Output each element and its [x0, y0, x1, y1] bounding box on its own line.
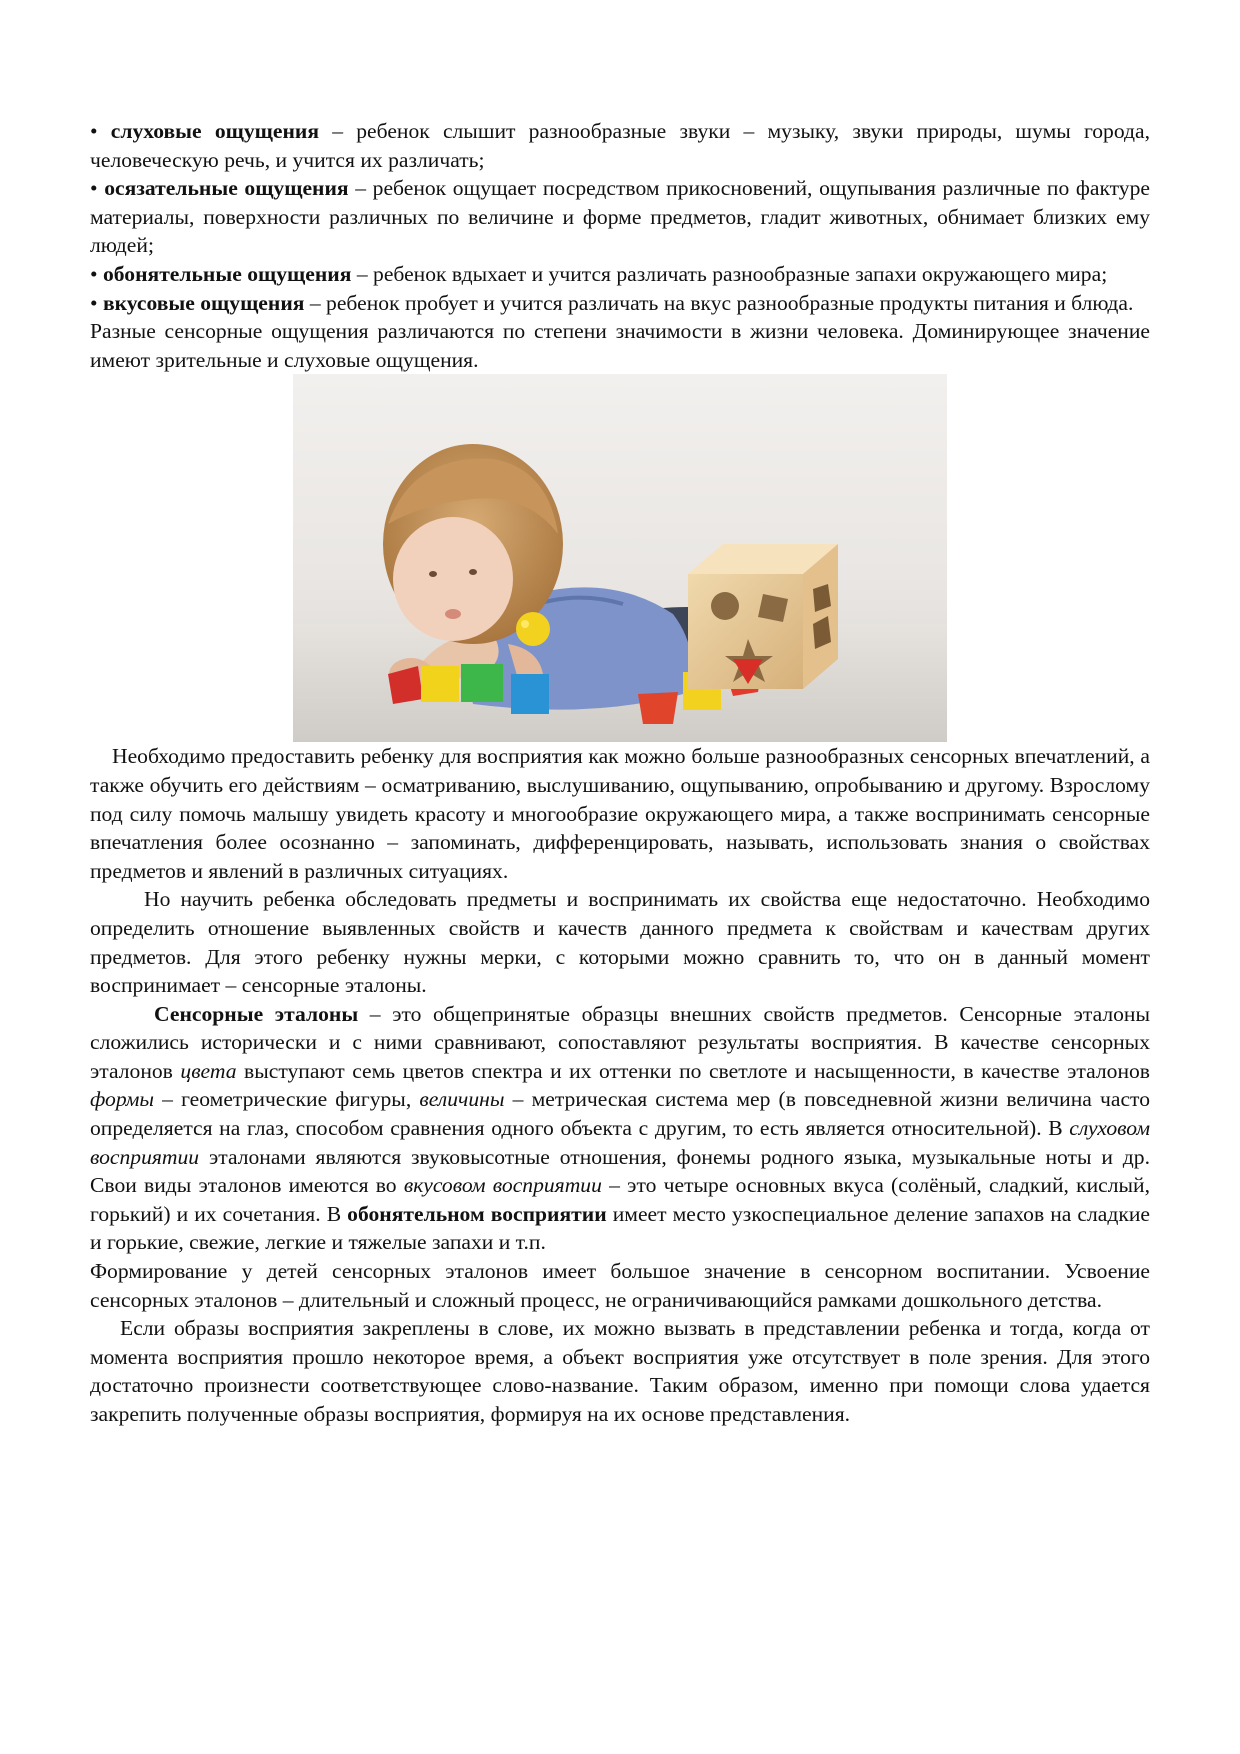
bullet-term: вкусовые ощущения	[102, 290, 305, 315]
bullet-item-touch	[90, 174, 1150, 260]
bullet-mark: •	[90, 261, 98, 286]
bullet-text: – ребенок вдыхает и учится различать разнообразные запахи окружающего мира;	[351, 261, 1108, 286]
child-playing-with-shape-sorter-photo-icon	[293, 374, 947, 742]
emphasis-auditory: слуховом восприятии	[90, 1116, 1150, 1169]
emphasis-taste: вкусовом восприятии	[403, 1173, 602, 1198]
paragraph-perception-and-word: Если образы восприятия закреплены в слове, их можно вызвать в представлении ребенка и тогда, когда от момента восприятия прошло некоторое время, а объект восприятия уже отсутствует в поле зрения. Для этого достаточно произнести соответствующее слово-название. Таким образом, именно при помощи слова удается закрепить полученные образы восприятия, формируя на их основе представления.	[90, 1316, 1150, 1426]
text-fragment: выступают семь цветов спектра и их оттенки по светлоте и насыщенности, в качестве эталонов	[236, 1058, 1151, 1083]
bullet-mark: •	[90, 119, 98, 143]
child-playing-photo	[293, 374, 947, 742]
intro-paragraph: Разные сенсорные ощущения различаются по степени значимости в жизни человека. Доминирующее значение имеют зрительные и слуховые ощущения.	[90, 319, 1150, 372]
bullet-item-hearing	[90, 117, 1150, 174]
paragraph-sensory-standards-definition	[90, 1000, 1150, 1257]
text-fragment: имеет место узкоспециальное деление запахов на сладкие и горькие, свежие, легкие и тяжелые запахи и т.п.	[90, 1201, 1150, 1255]
term-sensory-standards: Сенсорные эталоны	[154, 1001, 359, 1026]
text-fragment: – геометрические фигуры,	[153, 1087, 420, 1112]
text-fragment: – это четыре основных вкуса (солёный, сладкий, кислый, горький) и их сочетания. В	[90, 1173, 1151, 1226]
bullet-text: – ребенок ощущает посредством прикосновений, ощупывания различные по фактуре материалы, поверхности различных по величине и форме предметов, гладит животных, обнимает близких ему людей;	[90, 176, 1150, 258]
emphasis-size: величины	[419, 1087, 505, 1112]
text-fragment: – метрическая система мер (в повседневной жизни величина часто определяется на глаз, способом сравнения одного объекта с другим, то есть является относительной). В	[90, 1087, 1151, 1141]
paragraph-sensory-impressions: Необходимо предоставить ребенку для восприятия как можно больше разнообразных сенсорных впечатлений, а также обучить его действиям – осматриванию, выслушиванию, ощупыванию, опробыванию и другому. Взрослому под силу помочь малышу увидеть красоту и многообразие окружающего мира, а также воспринимать сенсорные впечатления более осознанно – запоминать, дифференцировать, называть, использовать знания о свойствах предметов и явлений в различных ситуациях.	[90, 744, 1150, 883]
text-fragment: эталонами являются звуковысотные отношения, фонемы родного языка, музыкальные ноты и др. Свои виды эталонов имеются во	[90, 1144, 1150, 1198]
emphasis-form: формы	[90, 1087, 154, 1112]
bullet-term: слуховые ощущения	[110, 119, 320, 143]
emphasis-smell: обонятельном восприятии	[347, 1201, 607, 1226]
emphasis-color: цвета	[180, 1058, 237, 1083]
bullet-item-taste	[90, 289, 1150, 318]
bullet-mark: •	[90, 176, 98, 201]
bullet-term: осязательные ощущения	[104, 176, 349, 201]
bullet-text: – ребенок слышит разнообразные звуки – музыку, звуки природы, шумы города, человеческую речь, и учится их различать;	[90, 119, 1150, 172]
bullet-term: обонятельные ощущения	[102, 261, 352, 286]
bullet-item-smell	[90, 260, 1150, 289]
document-page	[90, 117, 1150, 1429]
paragraph-standards-formation: Формирование у детей сенсорных эталонов имеет большое значение в сенсорном воспитании. Усвоение сенсорных эталонов – длительный и сложный процесс, не ограничивающийся рамками дошкольного детства.	[90, 1259, 1150, 1312]
bullet-mark: •	[90, 290, 98, 315]
bullet-text: – ребенок пробует и учится различать на вкус разнообразные продукты питания и блюда.	[304, 290, 1134, 315]
text-fragment: – это общепринятые образцы внешних свойств предметов. Сенсорные эталоны сложились исторически и с ними сравнивают, сопоставляют результаты восприятия. В качестве сенсорных эталонов	[90, 1001, 1150, 1083]
paragraph-sensory-standards-need: Но научить ребенка обследовать предметы и воспринимать их свойства еще недостаточно. Необходимо определить отношение выявленных свойств и качеств данного предмета к свойствам и качествам других предметов. Для этого ребенку нужны мерки, с которыми можно сравнить то, что он в данный момент воспринимает – сенсорные эталоны.	[90, 887, 1150, 998]
